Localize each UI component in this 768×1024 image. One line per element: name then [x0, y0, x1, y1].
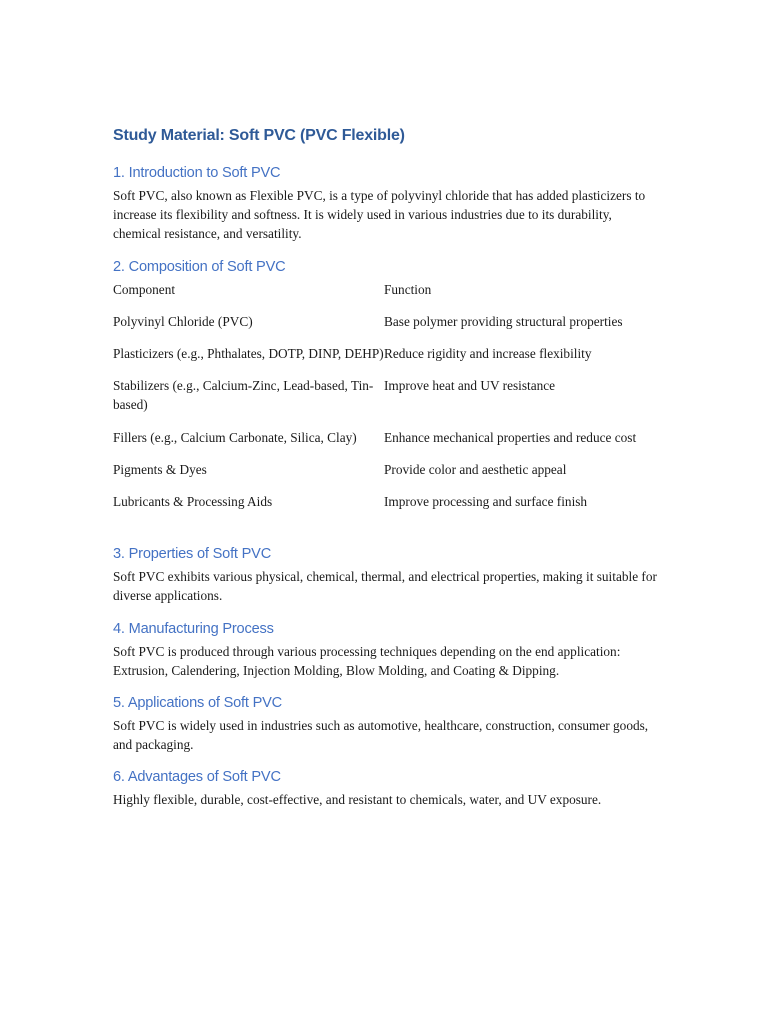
column-header-component: Component	[113, 281, 176, 297]
table-header-row	[113, 280, 658, 312]
table-cell-component: Lubricants & Processing Aids	[113, 494, 273, 510]
section-text-introduction: Soft PVC, also known as Flexible PVC, is a type of polyvinyl chloride that has added plasticizers to increase its flexibility and softness. It is widely used in various industries due to its durability, chemical resistance, and versatility.	[113, 188, 646, 242]
table-row	[113, 312, 658, 344]
table-cell-component: Plasticizers (e.g., Phthalates, DOTP, DINP, DEHP)	[113, 346, 384, 362]
table-row	[113, 428, 658, 460]
document-title: Study Material: Soft PVC (PVC Flexible)	[113, 127, 405, 144]
document-page	[113, 125, 658, 823]
table-cell-component: Pigments & Dyes	[113, 461, 207, 477]
table-cell-function: Improve heat and UV resistance	[384, 378, 556, 394]
table-cell-component: Polyvinyl Chloride (PVC)	[113, 313, 253, 329]
table-cell-function: Reduce rigidity and increase flexibility	[384, 346, 592, 362]
section-heading-advantages: 6. Advantages of Soft PVC	[113, 769, 281, 786]
table-cell-function: Improve processing and surface finish	[384, 494, 588, 510]
column-header-function: Function	[384, 281, 432, 297]
section-text-applications: Soft PVC is widely used in industries such as automotive, healthcare, construction, consumer goods, and packaging.	[113, 718, 649, 753]
section-text-advantages: Highly flexible, durable, cost-effective, and resistant to chemicals, water, and UV exposure.	[113, 792, 602, 808]
table-row	[113, 492, 658, 524]
section-heading-applications: 5. Applications of Soft PVC	[113, 695, 283, 712]
table-row	[113, 344, 658, 376]
section-text-manufacturing: Soft PVC is produced through various processing techniques depending on the end application: Extrusion, Calendering, Injection Molding, Blow Molding, and Coating & Dipping.	[113, 643, 621, 678]
table-cell-function: Provide color and aesthetic appeal	[384, 461, 567, 477]
table-cell-function: Enhance mechanical properties and reduce cost	[384, 429, 637, 445]
table-cell-component: Fillers (e.g., Calcium Carbonate, Silica, Clay)	[113, 429, 357, 445]
section-text-properties: Soft PVC exhibits various physical, chemical, thermal, and electrical properties, making it suitable for diverse applications.	[113, 569, 657, 604]
table-row	[113, 460, 658, 492]
table-cell-function: Base polymer providing structural properties	[384, 313, 623, 329]
table-cell-component: Stabilizers (e.g., Calcium-Zinc, Lead-based, Tin-based)	[113, 378, 374, 413]
section-heading-manufacturing: 4. Manufacturing Process	[113, 620, 274, 637]
section-heading-composition: 2. Composition of Soft PVC	[113, 258, 286, 275]
table-row	[113, 376, 658, 427]
section-heading-properties: 3. Properties of Soft PVC	[113, 546, 272, 563]
section-heading-introduction: 1. Introduction to Soft PVC	[113, 165, 281, 181]
composition-table	[113, 280, 658, 525]
